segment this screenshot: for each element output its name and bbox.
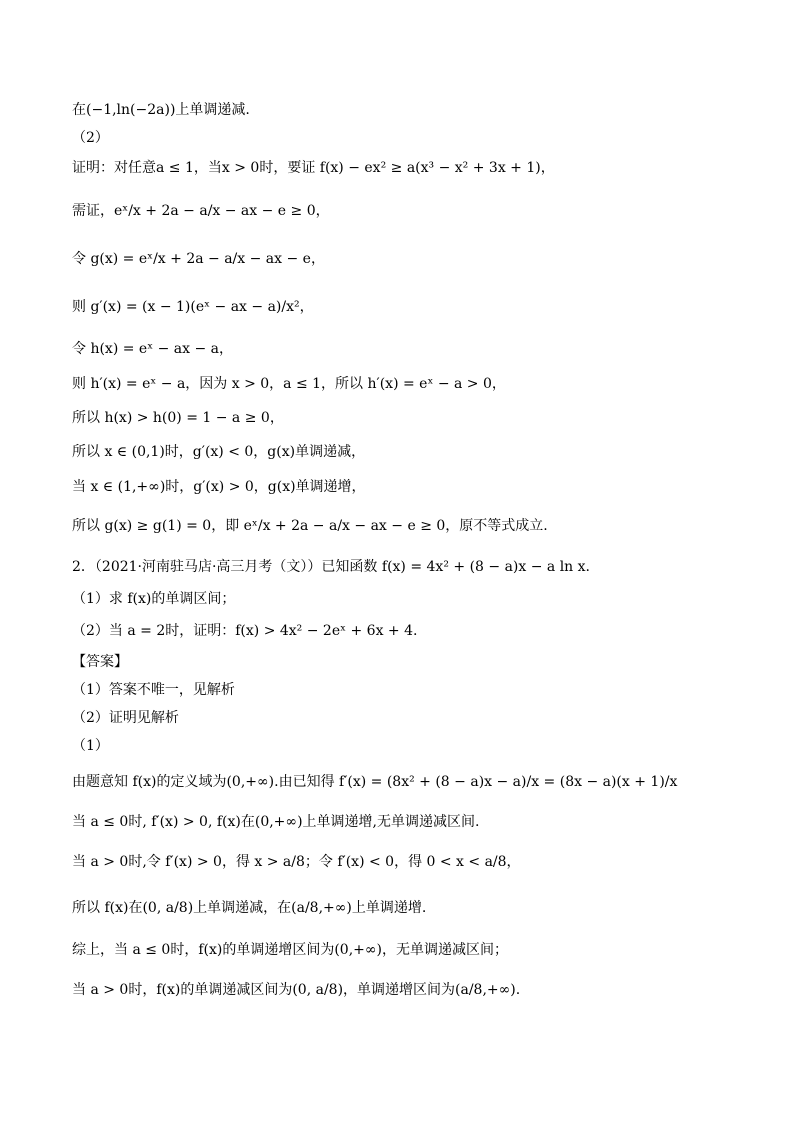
text-line-16: 【答案】 [72,654,128,670]
text-line-7: 令 h(x) = eˣ − ax − a， [72,341,233,357]
text-line-6: 则 g′(x) = (x − 1)(eˣ − ax − a)/x²， [72,299,314,315]
text-line-12: 所以 g(x) ≥ g(1) = 0，即 eˣ/x + 2a − a/x − ax − e ≥ 0，原不等式成立. [72,518,548,534]
text-line-17: （1）答案不唯一，见解析 [72,682,235,698]
text-line-21: 当 a ≤ 0时, f′(x) > 0, f(x)在(0,+∞)上单调递增,无单调递减区间. [72,814,480,830]
text-line-3: 证明：对任意a ≤ 1，当x > 0时，要证 f(x) − ex² ≥ a(x³ − x² + 3x + 1)， [72,160,555,176]
text-line-20: 由题意知 f(x)的定义域为(0,+∞).由已知得 f′(x) = (8x² + (8 − a)x − a)/x = (8x − a)(x + 1)/x [72,774,678,790]
text-line-10: 所以 x ∈ (0,1)时，g′(x) < 0，g(x)单调递减， [72,444,366,460]
text-line-18: （2）证明见解析 [72,710,179,726]
text-line-25: 当 a > 0时，f(x)的单调递减区间为(0, a/8)，单调递增区间为(a/8,+∞). [72,982,521,998]
text-line-24: 综上，当 a ≤ 0时，f(x)的单调递增区间为(0,+∞)，无单调递减区间； [72,942,509,958]
text-line-14: （1）求 f(x)的单调区间； [72,591,236,607]
text-line-5: 令 g(x) = eˣ/x + 2a − a/x − ax − e， [72,251,325,267]
text-line-13: 2．（2021·河南驻马店·高三月考（文））已知函数 f(x) = 4x² + (8 − a)x − a ln x. [72,559,590,575]
text-line-19: （1） [72,738,109,754]
text-line-9: 所以 h(x) > h(0) = 1 − a ≥ 0， [72,410,284,426]
text-line-2: （2） [72,130,109,146]
text-line-8: 则 h′(x) = eˣ − a，因为 x > 0，a ≤ 1，所以 h′(x) = eˣ − a > 0， [72,376,506,392]
text-line-1: 在(−1,ln(−2a))上单调递减. [72,102,250,118]
text-line-22: 当 a > 0时,令 f′(x) > 0，得 x > a/8；令 f′(x) < 0，得 0 < x < a/8， [72,854,521,870]
text-line-11: 当 x ∈ (1,+∞)时，g′(x) > 0，g(x)单调递增， [72,479,366,495]
text-line-15: （2）当 a = 2时，证明：f(x) > 4x² − 2eˣ + 6x + 4. [72,623,418,639]
text-line-4: 需证，eˣ/x + 2a − a/x − ax − e ≥ 0， [72,203,330,219]
text-line-23: 所以 f(x)在(0, a/8)上单调递减，在(a/8,+∞)上单调递增. [72,900,427,916]
